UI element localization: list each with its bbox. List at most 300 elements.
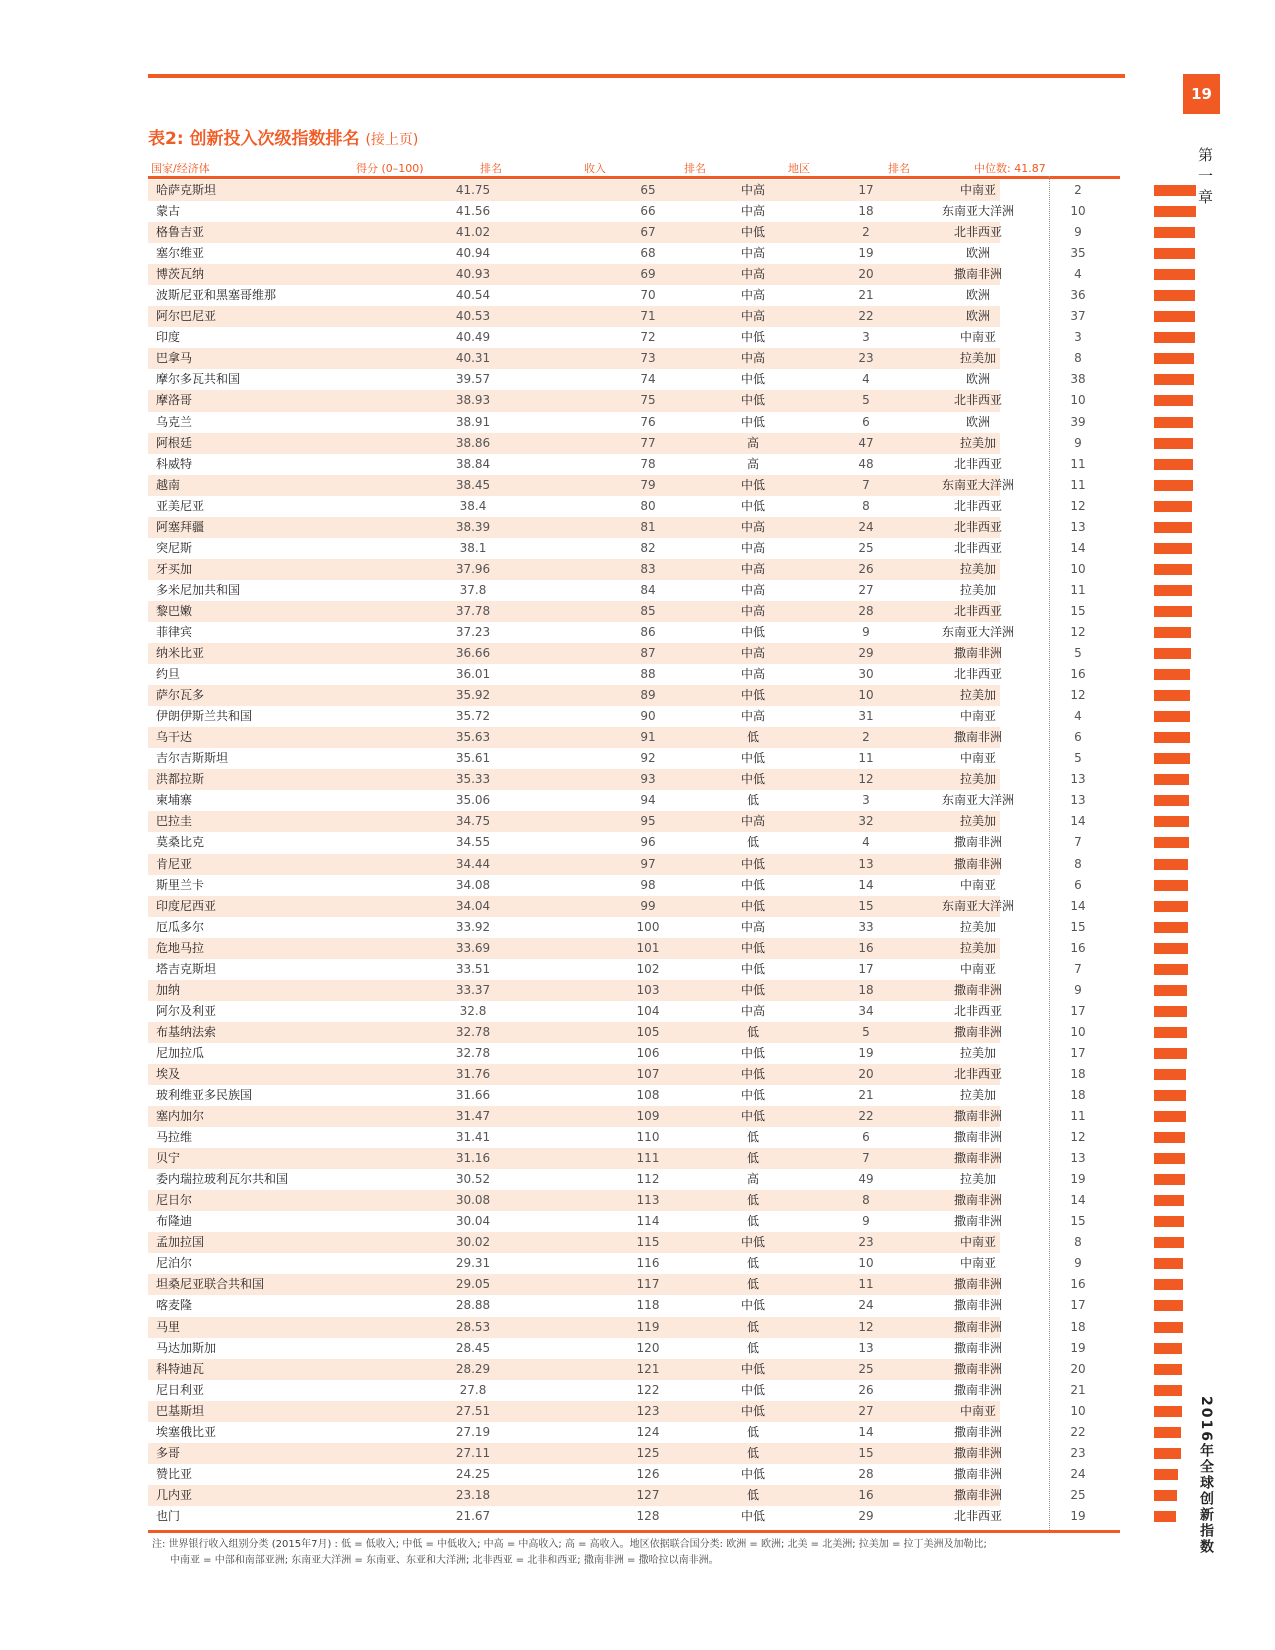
row-income: 中高 bbox=[740, 646, 765, 661]
row-region: 拉美加 bbox=[959, 351, 996, 366]
score-bar-cell bbox=[1154, 1127, 1268, 1148]
score-bar-cell bbox=[1154, 1443, 1268, 1464]
score-bar-cell bbox=[1154, 790, 1268, 811]
row-country: 埃及 bbox=[156, 1066, 181, 1081]
row-income: 低 bbox=[746, 1193, 759, 1208]
row-income: 中高 bbox=[740, 183, 765, 197]
row-score: 33.69 bbox=[455, 940, 491, 955]
row-rank: 85 bbox=[640, 603, 656, 618]
score-bar bbox=[1154, 1006, 1187, 1017]
score-bar-cell bbox=[1154, 580, 1268, 601]
row-country: 摩尔多瓦共和国 bbox=[156, 372, 241, 387]
table-row bbox=[148, 222, 1120, 243]
row-income: 中低 bbox=[740, 393, 765, 408]
score-bar bbox=[1154, 816, 1189, 827]
row-score: 31.76 bbox=[455, 1066, 491, 1081]
score-bar bbox=[1154, 1069, 1186, 1080]
header-income-rank: 排名 bbox=[684, 162, 706, 175]
row-region-rank: 16 bbox=[1070, 667, 1086, 682]
score-bar bbox=[1154, 1406, 1182, 1417]
row-income-rank: 32 bbox=[858, 814, 874, 829]
row-region: 中南亚 bbox=[959, 709, 996, 724]
table-row bbox=[148, 454, 1120, 475]
row-rank: 123 bbox=[636, 1403, 660, 1418]
row-rank: 79 bbox=[640, 477, 656, 492]
score-bar bbox=[1154, 374, 1194, 385]
table-row bbox=[148, 327, 1120, 348]
row-region-rank: 3 bbox=[1074, 330, 1082, 345]
row-region: 撒南非洲 bbox=[953, 835, 1002, 850]
row-country: 赞比亚 bbox=[156, 1466, 193, 1481]
table-row bbox=[148, 1169, 1120, 1190]
row-income-rank: 17 bbox=[858, 961, 874, 976]
row-rank: 101 bbox=[636, 940, 660, 955]
row-country: 玻利维亚多民族国 bbox=[156, 1088, 253, 1103]
page-number: 19 bbox=[1183, 74, 1220, 114]
score-bar bbox=[1154, 922, 1188, 933]
row-income-rank: 2 bbox=[862, 730, 870, 745]
table-row bbox=[148, 854, 1120, 875]
score-bar-cell bbox=[1154, 538, 1268, 559]
row-income: 中低 bbox=[740, 961, 765, 976]
row-score: 34.04 bbox=[455, 898, 491, 913]
score-bar-cell bbox=[1154, 1022, 1268, 1043]
row-income-rank: 17 bbox=[858, 183, 874, 197]
row-income-rank: 15 bbox=[858, 1445, 874, 1460]
row-country: 孟加拉国 bbox=[156, 1235, 205, 1250]
row-rank: 124 bbox=[636, 1424, 660, 1439]
row-income-rank: 23 bbox=[858, 1235, 874, 1250]
row-income-rank: 4 bbox=[862, 372, 870, 387]
row-rank: 120 bbox=[636, 1340, 660, 1355]
table-row bbox=[148, 1401, 1120, 1422]
row-income: 中高 bbox=[740, 814, 765, 829]
row-country: 多哥 bbox=[156, 1445, 181, 1460]
row-income-rank: 4 bbox=[862, 835, 870, 850]
row-income-rank: 3 bbox=[862, 330, 870, 345]
row-income: 中高 bbox=[740, 919, 765, 934]
row-country: 越南 bbox=[156, 477, 181, 492]
row-region-rank: 15 bbox=[1070, 919, 1086, 934]
row-income-rank: 16 bbox=[858, 1487, 874, 1502]
score-bar bbox=[1154, 648, 1191, 659]
row-rank: 86 bbox=[640, 624, 656, 639]
row-country: 菲律宾 bbox=[156, 624, 193, 639]
table-row bbox=[148, 1190, 1120, 1211]
row-income: 低 bbox=[746, 1445, 759, 1460]
row-region: 东南亚大洋洲 bbox=[941, 898, 1014, 913]
header-median: 中位数: 41.87 bbox=[974, 162, 1046, 175]
row-rank: 125 bbox=[636, 1445, 660, 1460]
score-bar bbox=[1154, 1174, 1185, 1185]
row-country: 也门 bbox=[156, 1508, 181, 1523]
score-bar bbox=[1154, 1027, 1187, 1038]
score-bar-cell bbox=[1154, 390, 1268, 411]
row-country: 乌干达 bbox=[156, 730, 193, 745]
table-row bbox=[148, 412, 1120, 433]
row-country: 马里 bbox=[156, 1319, 181, 1334]
row-score: 40.54 bbox=[455, 288, 491, 303]
score-bar-cell bbox=[1154, 685, 1268, 706]
row-rank: 111 bbox=[636, 1151, 660, 1166]
row-region-rank: 24 bbox=[1070, 1466, 1086, 1481]
score-bar bbox=[1154, 564, 1192, 575]
table-title-continued: (接上页) bbox=[365, 132, 419, 148]
score-bar-cell bbox=[1154, 1148, 1268, 1169]
table-row bbox=[148, 643, 1120, 664]
row-rank: 122 bbox=[636, 1382, 660, 1397]
score-bar-cell bbox=[1154, 1106, 1268, 1127]
row-rank: 87 bbox=[640, 646, 656, 661]
row-income: 中低 bbox=[740, 1466, 765, 1481]
row-income: 中低 bbox=[740, 330, 765, 345]
row-region: 撒南非洲 bbox=[953, 1487, 1002, 1502]
row-score: 35.92 bbox=[455, 688, 491, 703]
score-bar-cell bbox=[1154, 1401, 1268, 1422]
score-bar bbox=[1154, 1258, 1183, 1269]
score-bar bbox=[1154, 1216, 1184, 1227]
row-income: 中高 bbox=[740, 667, 765, 682]
row-region-rank: 8 bbox=[1074, 856, 1082, 871]
score-bar-cell bbox=[1154, 727, 1268, 748]
row-rank: 91 bbox=[640, 730, 656, 745]
row-income-rank: 16 bbox=[858, 940, 874, 955]
score-bar bbox=[1154, 248, 1195, 259]
score-bar bbox=[1154, 1511, 1176, 1522]
row-region: 北非西亚 bbox=[953, 1003, 1002, 1018]
row-income-rank: 19 bbox=[858, 246, 874, 261]
table-row bbox=[148, 875, 1120, 896]
row-income: 中低 bbox=[740, 1508, 765, 1523]
row-rank: 121 bbox=[636, 1361, 660, 1376]
row-region: 撒南非洲 bbox=[953, 1298, 1002, 1313]
row-income: 中低 bbox=[740, 898, 765, 913]
table-row bbox=[148, 475, 1120, 496]
table-row bbox=[148, 980, 1120, 1001]
row-region: 撒南非洲 bbox=[953, 1382, 1002, 1397]
row-region: 北非西亚 bbox=[953, 519, 1002, 534]
row-country: 尼泊尔 bbox=[156, 1256, 193, 1271]
row-region-rank: 14 bbox=[1070, 898, 1086, 913]
score-bar-cell bbox=[1154, 517, 1268, 538]
row-income-rank: 27 bbox=[858, 1403, 874, 1418]
row-rank: 75 bbox=[640, 393, 656, 408]
score-bar bbox=[1154, 669, 1190, 680]
table-row bbox=[148, 769, 1120, 790]
row-region: 撒南非洲 bbox=[953, 1361, 1002, 1376]
row-region: 欧洲 bbox=[965, 372, 990, 387]
table-row bbox=[148, 748, 1120, 769]
row-region: 拉美加 bbox=[959, 1088, 996, 1103]
table-row bbox=[148, 1274, 1120, 1295]
row-income-rank: 5 bbox=[862, 393, 870, 408]
row-country: 蒙古 bbox=[156, 204, 181, 219]
chapter-label: 第一章 bbox=[1196, 147, 1214, 210]
row-score: 28.88 bbox=[455, 1298, 491, 1313]
row-score: 31.41 bbox=[455, 1130, 491, 1145]
row-region-rank: 12 bbox=[1070, 1130, 1086, 1145]
score-bar-cell bbox=[1154, 1295, 1268, 1316]
row-income: 中高 bbox=[740, 288, 765, 303]
row-country: 马拉维 bbox=[156, 1130, 193, 1145]
row-region-rank: 19 bbox=[1070, 1508, 1086, 1523]
score-bar-cell bbox=[1154, 285, 1268, 306]
row-rank: 109 bbox=[636, 1109, 660, 1124]
row-region-rank: 11 bbox=[1070, 456, 1086, 471]
row-region-rank: 10 bbox=[1070, 1024, 1086, 1039]
row-score: 34.55 bbox=[455, 835, 491, 850]
row-region-rank: 5 bbox=[1074, 646, 1082, 661]
row-income-rank: 10 bbox=[858, 688, 874, 703]
row-score: 23.18 bbox=[455, 1487, 491, 1502]
score-bar-cell bbox=[1154, 601, 1268, 622]
row-score: 24.25 bbox=[455, 1466, 491, 1481]
table-row bbox=[148, 201, 1120, 222]
row-score: 31.16 bbox=[455, 1151, 491, 1166]
row-rank: 126 bbox=[636, 1466, 660, 1481]
row-country: 哈萨克斯坦 bbox=[156, 183, 217, 197]
score-bar-cell bbox=[1154, 496, 1268, 517]
row-country: 亚美尼亚 bbox=[156, 498, 205, 513]
row-rank: 93 bbox=[640, 772, 656, 787]
score-bar-cell bbox=[1154, 327, 1268, 348]
row-region-rank: 7 bbox=[1074, 961, 1082, 976]
row-region: 撒南非洲 bbox=[953, 1214, 1002, 1229]
score-bar bbox=[1154, 690, 1190, 701]
score-bar bbox=[1154, 1448, 1181, 1459]
row-region-rank: 15 bbox=[1070, 1214, 1086, 1229]
row-score: 37.23 bbox=[455, 624, 491, 639]
score-bar-cell bbox=[1154, 1232, 1268, 1253]
table-row bbox=[148, 517, 1120, 538]
row-income-rank: 30 bbox=[858, 667, 874, 682]
row-country: 斯里兰卡 bbox=[156, 877, 205, 892]
row-income: 中低 bbox=[740, 1109, 765, 1124]
score-bar bbox=[1154, 438, 1193, 449]
row-income-rank: 14 bbox=[858, 877, 874, 892]
score-bar bbox=[1154, 395, 1193, 406]
row-income-rank: 26 bbox=[858, 561, 874, 576]
row-income: 中高 bbox=[740, 709, 765, 724]
row-income-rank: 7 bbox=[862, 1151, 870, 1166]
row-country: 纳米比亚 bbox=[156, 646, 205, 661]
row-rank: 88 bbox=[640, 667, 656, 682]
row-score: 40.94 bbox=[455, 246, 491, 261]
score-bar bbox=[1154, 269, 1195, 280]
score-bar-cell bbox=[1154, 475, 1268, 496]
row-rank: 97 bbox=[640, 856, 656, 871]
row-score: 28.53 bbox=[455, 1319, 491, 1334]
row-score: 40.31 bbox=[455, 351, 491, 366]
side-title: 2016年全球创新指数 bbox=[1198, 1396, 1214, 1555]
row-region: 撒南非洲 bbox=[953, 1130, 1002, 1145]
table-row bbox=[148, 1464, 1120, 1485]
row-income-rank: 6 bbox=[862, 1130, 870, 1145]
score-bar bbox=[1154, 480, 1193, 491]
table-row bbox=[148, 538, 1120, 559]
row-income: 中高 bbox=[740, 1003, 765, 1018]
row-country: 科威特 bbox=[156, 456, 193, 471]
score-bar-cell bbox=[1154, 875, 1268, 896]
row-income: 低 bbox=[746, 1340, 759, 1355]
row-region-rank: 14 bbox=[1070, 540, 1086, 555]
row-rank: 82 bbox=[640, 540, 656, 555]
table-row bbox=[148, 1359, 1120, 1380]
row-score: 41.56 bbox=[455, 204, 491, 219]
table-row bbox=[148, 811, 1120, 832]
row-income-rank: 11 bbox=[858, 1277, 874, 1292]
row-region: 北非西亚 bbox=[953, 1066, 1002, 1081]
score-bar-cell bbox=[1154, 1380, 1268, 1401]
table-row bbox=[148, 1064, 1120, 1085]
row-score: 32.78 bbox=[455, 1045, 491, 1060]
row-region-rank: 12 bbox=[1070, 498, 1086, 513]
row-region: 拉美加 bbox=[959, 688, 996, 703]
row-income: 中低 bbox=[740, 225, 765, 240]
score-bar-cell bbox=[1154, 348, 1268, 369]
row-region-rank: 11 bbox=[1070, 1109, 1086, 1124]
row-income-rank: 13 bbox=[858, 1340, 874, 1355]
table-row bbox=[148, 264, 1120, 285]
score-bar bbox=[1154, 859, 1188, 870]
row-region: 东南亚大洋洲 bbox=[941, 204, 1014, 219]
row-rank: 78 bbox=[640, 456, 656, 471]
row-country: 加纳 bbox=[156, 982, 181, 997]
median-line bbox=[1049, 176, 1050, 1530]
row-region-rank: 11 bbox=[1070, 582, 1086, 597]
row-income-rank: 29 bbox=[858, 1508, 874, 1523]
row-region-rank: 38 bbox=[1070, 372, 1086, 387]
row-country: 印度 bbox=[156, 330, 181, 345]
table-row bbox=[148, 1001, 1120, 1022]
row-score: 34.08 bbox=[455, 877, 491, 892]
row-income: 中高 bbox=[740, 204, 765, 219]
row-score: 29.05 bbox=[455, 1277, 491, 1292]
row-income: 中低 bbox=[740, 688, 765, 703]
score-bar-cell bbox=[1154, 433, 1268, 454]
row-income-rank: 9 bbox=[862, 1214, 870, 1229]
table-row bbox=[148, 832, 1120, 853]
row-income: 中低 bbox=[740, 1066, 765, 1081]
table-row bbox=[148, 1211, 1120, 1232]
row-score: 38.84 bbox=[455, 456, 491, 471]
score-bar-cell bbox=[1154, 1253, 1268, 1274]
row-score: 37.78 bbox=[455, 603, 491, 618]
score-bar bbox=[1154, 880, 1188, 891]
row-rank: 68 bbox=[640, 246, 656, 261]
row-rank: 80 bbox=[640, 498, 656, 513]
score-bar bbox=[1154, 711, 1190, 722]
row-country: 埃塞俄比亚 bbox=[156, 1424, 217, 1439]
row-score: 33.37 bbox=[455, 982, 491, 997]
row-country: 几内亚 bbox=[156, 1487, 193, 1502]
row-income-rank: 3 bbox=[862, 793, 870, 808]
score-bar-cell bbox=[1154, 980, 1268, 1001]
row-country: 牙买加 bbox=[156, 561, 193, 576]
row-income-rank: 27 bbox=[858, 582, 874, 597]
row-income: 高 bbox=[746, 456, 759, 471]
table-row bbox=[148, 727, 1120, 748]
row-rank: 65 bbox=[640, 183, 656, 197]
score-bar-cell bbox=[1154, 454, 1268, 475]
row-country: 印度尼西亚 bbox=[156, 898, 217, 913]
row-region-rank: 10 bbox=[1070, 393, 1086, 408]
score-bar bbox=[1154, 1427, 1181, 1438]
row-rank: 100 bbox=[636, 919, 660, 934]
row-country: 布隆迪 bbox=[156, 1214, 193, 1229]
score-bar bbox=[1154, 774, 1189, 785]
row-region-rank: 16 bbox=[1070, 940, 1086, 955]
score-bar bbox=[1154, 522, 1192, 533]
row-country: 布基纳法索 bbox=[156, 1024, 217, 1039]
score-bar-cell bbox=[1154, 306, 1268, 327]
row-region-rank: 17 bbox=[1070, 1003, 1086, 1018]
row-income: 中高 bbox=[740, 540, 765, 555]
row-score: 38.1 bbox=[459, 540, 487, 555]
table-row bbox=[148, 1485, 1120, 1506]
row-country: 巴基斯坦 bbox=[156, 1403, 205, 1418]
score-bar bbox=[1154, 1385, 1182, 1396]
score-bar bbox=[1154, 627, 1191, 638]
row-region: 撒南非洲 bbox=[953, 730, 1002, 745]
score-bar bbox=[1154, 1364, 1182, 1375]
row-rank: 107 bbox=[636, 1066, 660, 1081]
row-region-rank: 9 bbox=[1074, 435, 1082, 450]
row-region-rank: 19 bbox=[1070, 1340, 1086, 1355]
row-income: 中低 bbox=[740, 877, 765, 892]
score-bar-cell bbox=[1154, 811, 1268, 832]
row-score: 38.86 bbox=[455, 435, 491, 450]
row-score: 28.45 bbox=[455, 1340, 491, 1355]
row-rank: 103 bbox=[636, 982, 660, 997]
row-score: 32.78 bbox=[455, 1024, 491, 1039]
table-row bbox=[148, 1106, 1120, 1127]
row-rank: 128 bbox=[636, 1508, 660, 1523]
row-country: 肯尼亚 bbox=[156, 856, 193, 871]
row-income: 低 bbox=[746, 835, 759, 850]
row-income-rank: 5 bbox=[862, 1024, 870, 1039]
score-bar-cell bbox=[1154, 201, 1268, 222]
row-income-rank: 21 bbox=[858, 1088, 874, 1103]
row-income: 中低 bbox=[740, 624, 765, 639]
row-country: 波斯尼亚和黑塞哥维那 bbox=[156, 288, 277, 303]
row-income: 中高 bbox=[740, 309, 765, 324]
table-row bbox=[148, 1317, 1120, 1338]
row-country: 阿根廷 bbox=[156, 435, 193, 450]
score-bar bbox=[1154, 1153, 1185, 1164]
row-income: 中低 bbox=[740, 1045, 765, 1060]
row-rank: 117 bbox=[636, 1277, 660, 1292]
row-region-rank: 6 bbox=[1074, 730, 1082, 745]
row-score: 29.31 bbox=[455, 1256, 491, 1271]
row-income-rank: 22 bbox=[858, 309, 874, 324]
table-title bbox=[148, 124, 418, 149]
score-bar-cell bbox=[1154, 622, 1268, 643]
row-region: 拉美加 bbox=[959, 940, 996, 955]
score-bar-cell bbox=[1154, 896, 1268, 917]
row-country: 塞尔维亚 bbox=[156, 246, 205, 261]
row-region: 撒南非洲 bbox=[953, 856, 1002, 871]
row-region-rank: 12 bbox=[1070, 688, 1086, 703]
table-row bbox=[148, 306, 1120, 327]
row-income-rank: 21 bbox=[858, 288, 874, 303]
table-note bbox=[152, 1537, 1112, 1569]
row-rank: 81 bbox=[640, 519, 656, 534]
row-score: 35.06 bbox=[455, 793, 491, 808]
table-row bbox=[148, 1380, 1120, 1401]
row-score: 30.52 bbox=[455, 1172, 491, 1187]
row-income: 中低 bbox=[740, 477, 765, 492]
